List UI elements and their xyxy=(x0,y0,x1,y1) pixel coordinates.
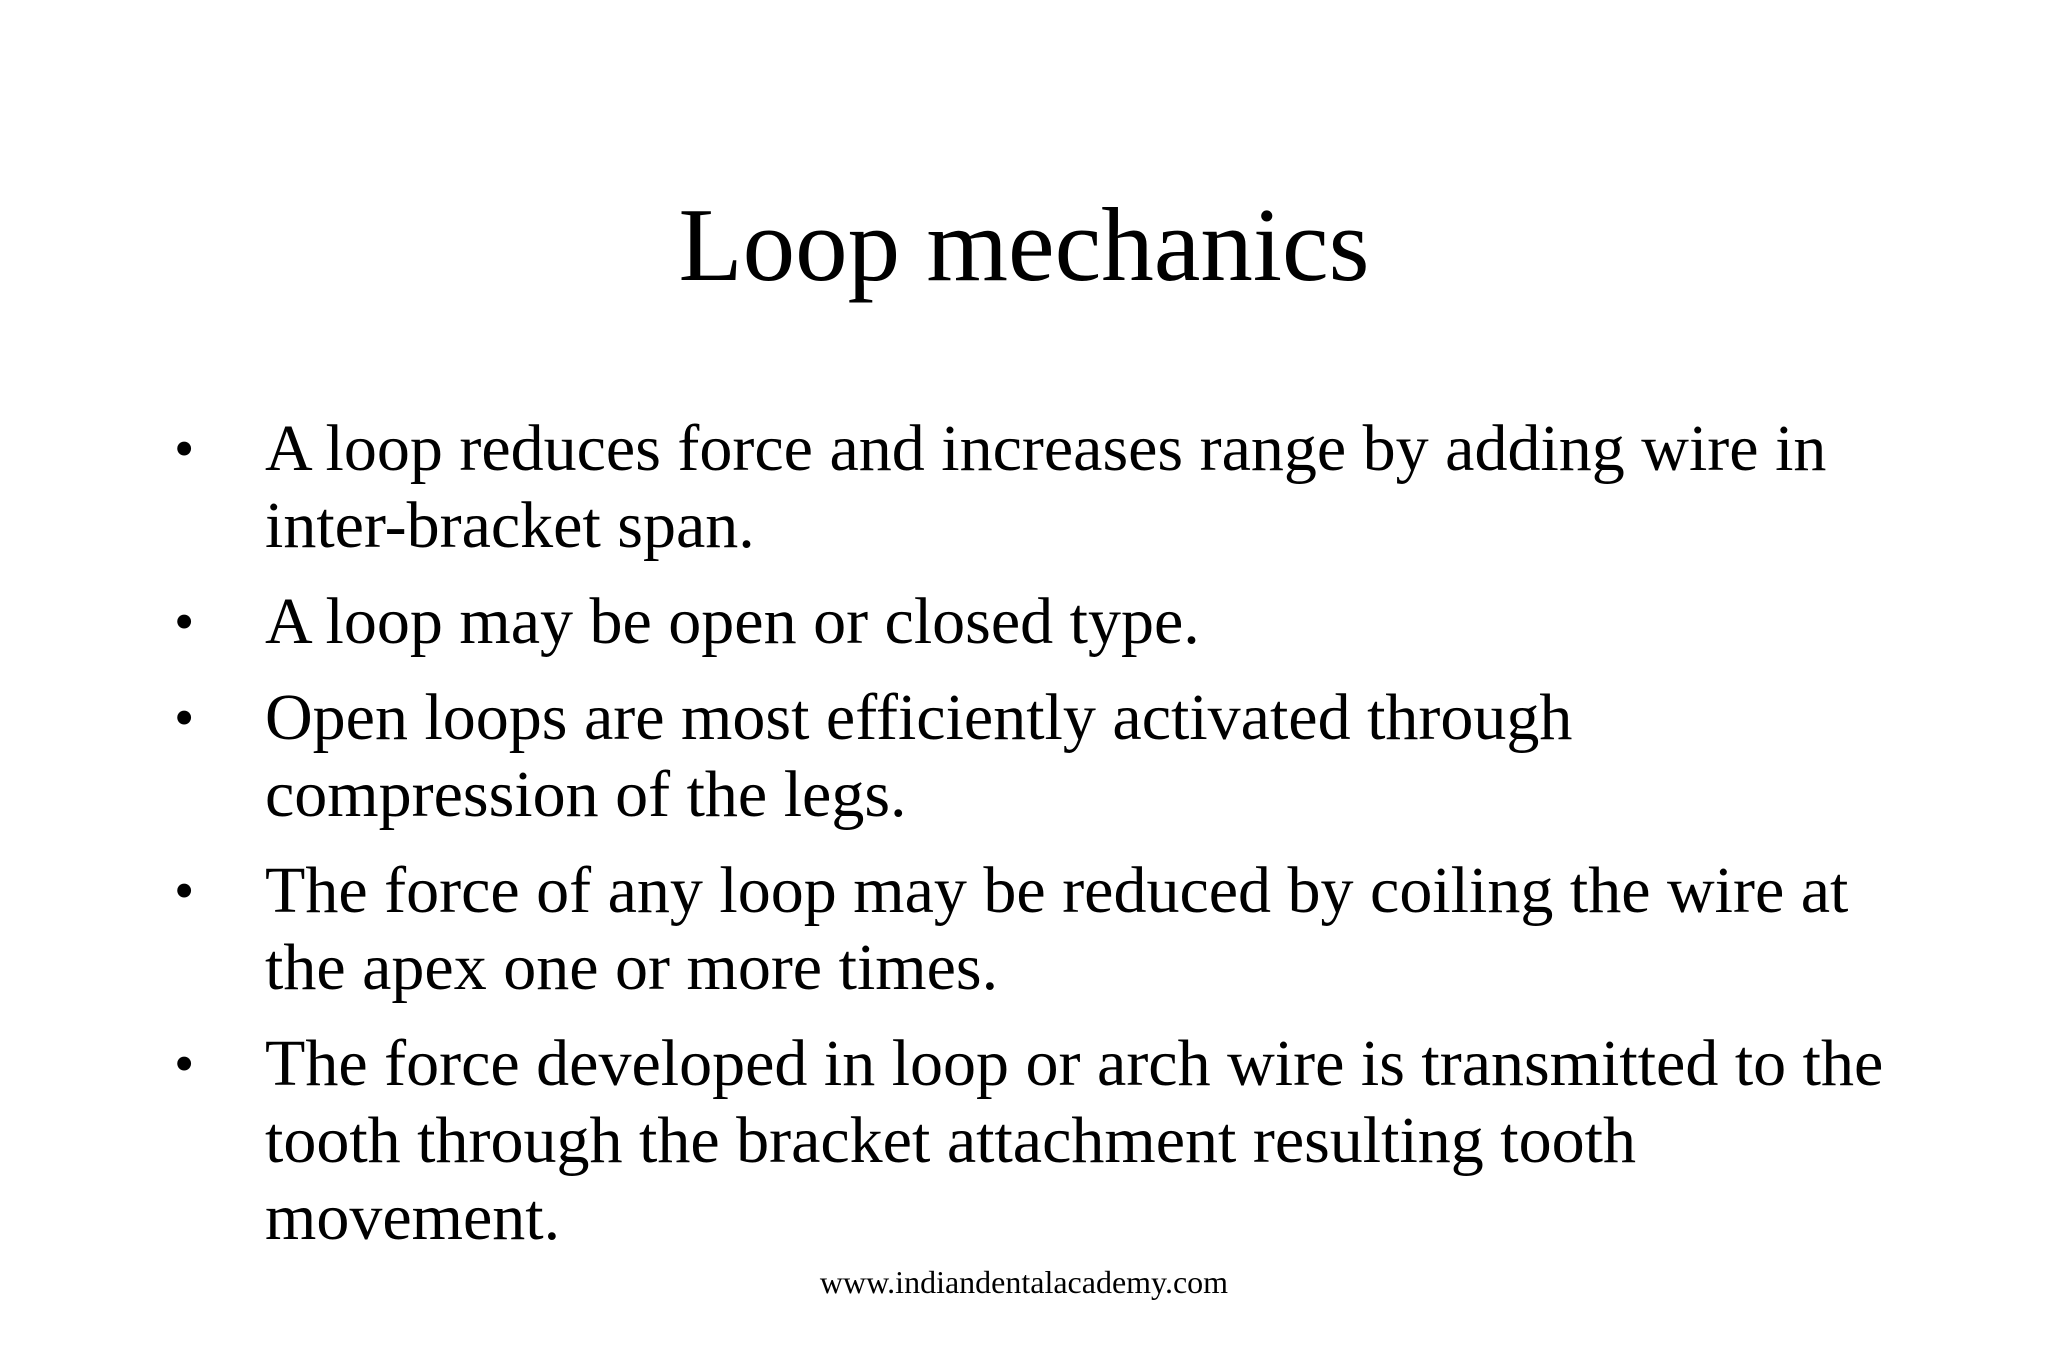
bullet-icon: • xyxy=(174,685,195,750)
bullet-text: Open loops are most efficiently activated through compression of the legs. xyxy=(265,681,1573,831)
bullet-list xyxy=(170,410,1910,1275)
bullet-item xyxy=(170,410,1910,564)
bullet-item xyxy=(170,1025,1910,1256)
bullet-icon: • xyxy=(174,589,195,654)
bullet-item xyxy=(170,583,1910,660)
bullet-icon: • xyxy=(174,858,195,923)
bullet-icon: • xyxy=(174,1031,195,1096)
bullet-text: The force developed in loop or arch wire is transmitted to the tooth through the bracket attachment resulting tooth movement. xyxy=(265,1027,1884,1254)
bullet-text: A loop reduces force and increases range by adding wire in inter-bracket span. xyxy=(265,412,1827,562)
bullet-text: A loop may be open or closed type. xyxy=(265,585,1200,658)
slide-title: Loop mechanics xyxy=(678,186,1370,303)
bullet-text: The force of any loop may be reduced by coiling the wire at the apex one or more times. xyxy=(265,854,1849,1004)
bullet-icon: • xyxy=(174,416,195,481)
footer-url: www.indiandentalacademy.com xyxy=(819,1264,1229,1300)
bullet-item xyxy=(170,852,1910,1006)
bullet-item xyxy=(170,679,1910,833)
